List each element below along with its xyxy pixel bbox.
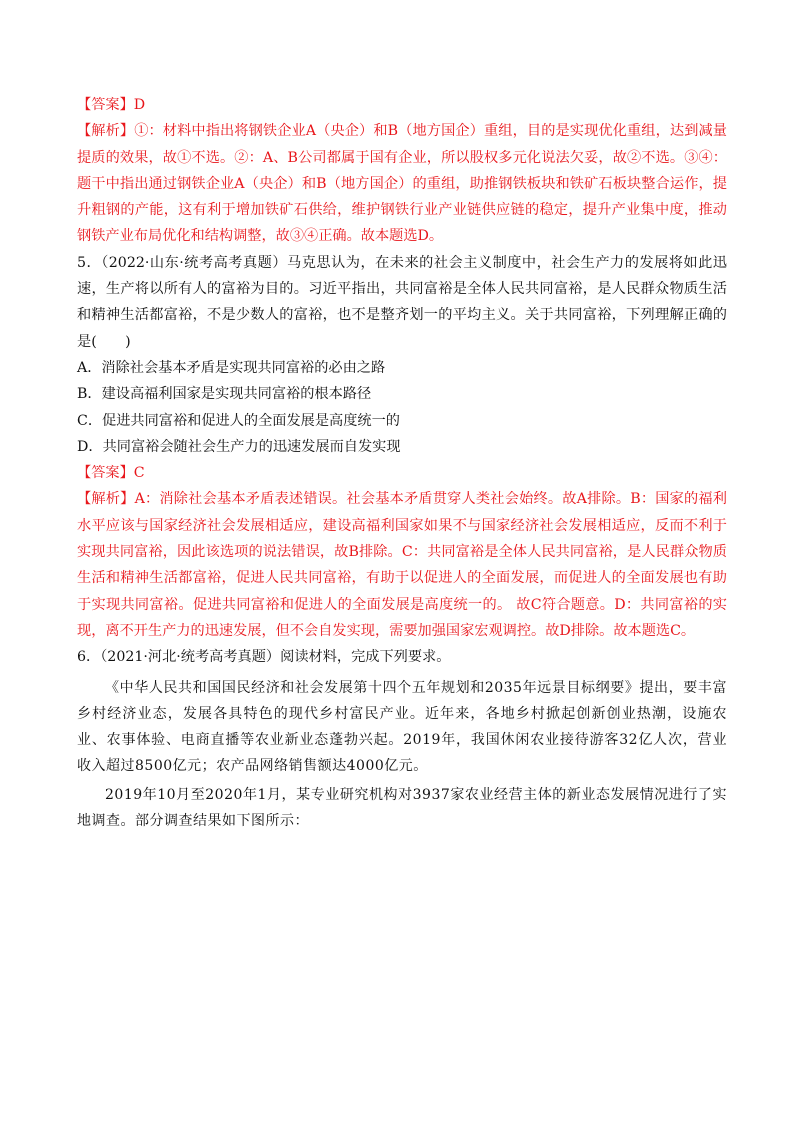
question-text: 阅读材料，完成下列要求。 bbox=[280, 649, 451, 666]
analysis-label: 【解析】 bbox=[77, 491, 135, 508]
material-paragraph-2: 2019年10月至2020年1月，某专业研究机构对3937家农业经营主体的新业态发展情况进行了实地调查。部分调查结果如下图所示： bbox=[77, 786, 727, 829]
analysis-text: ①：材料中指出将钢铁企业A（央企）和B（地方国企）重组，目的是实现优化重组，达到减量提质的效果，故①不选。②：A、B公司都属于国有企业，所以股权多元化说法欠妥，故②不选。③④：题干中指出通过钢铁企业A（央企）和B（地方国企）的重组，助推钢铁板块和铁矿石板块整合运作，提升粗钢的产能，这有利于增加铁矿石供给，维护钢铁行业产业链供应链的稳定，提升产业集中度，推动钢铁产业布局优化和结构调整，故③④正确。故本题选D。 bbox=[77, 123, 727, 245]
answer-label: 【答案】 bbox=[77, 97, 134, 113]
option-a: A．消除社会基本矛盾是实现共同富裕的必由之路 bbox=[77, 359, 386, 376]
option-b: B．建设高福利国家是实现共同富裕的根本路径 bbox=[77, 386, 372, 403]
question-source: （2022·山东·统考高考真题） bbox=[101, 254, 288, 271]
option-c: C．促进共同富裕和促进人的全面发展是高度统一的 bbox=[77, 412, 400, 429]
option-d: D．共同富裕会随社会生产力的迅速发展而自发实现 bbox=[77, 438, 401, 455]
material-paragraph-1: 《中华人民共和国国民经济和社会发展第十四个五年规划和2035年远景目标纲要》提出，要丰富乡村经济业态，发展各具特色的现代乡村富民产业。近年来，各地乡村掀起创新创业热潮，设施农业、农事体验、电商直播等农业新业态蓬勃兴起。2019年，我国休闲农业接待游客32亿人次，营业收入超过8500亿元；农产品网络销售额达4000亿元。 bbox=[77, 679, 727, 774]
question-number: 5． bbox=[77, 254, 102, 271]
answer-label: 【答案】 bbox=[77, 465, 134, 482]
analysis-label: 【解析】 bbox=[77, 123, 135, 140]
page-content bbox=[77, 92, 727, 834]
answer-value: D bbox=[133, 97, 146, 113]
answer-line bbox=[77, 92, 727, 118]
question-text: 马克思认为，在未来的社会主义制度中，社会生产力的发展将如此迅速，生产将以所有人的富裕为目的。习近平指出，共同富裕是全体人民共同富裕，是人民群众物质生活和精神生活都富裕，不是少数人的富裕，也不是整齐划一的平均主义。关于共同富裕，下列理解正确的是( ) bbox=[77, 254, 727, 350]
analysis-paragraph bbox=[77, 486, 727, 644]
analysis-text: A：消除社会基本矛盾表述错误。社会基本矛盾贯穿人类社会始终。故A排除。B：国家的福利水平应该与国家经济社会发展相适应，建设高福利国家如果不与国家经济社会发展相适应，反而不利于实现共同富裕，因此该选项的说法错误，故B排除。C：共同富裕是全体人民共同富裕，是人民群众物质生活和精神生活都富裕，促进人民共同富裕，有助于以促进人的全面发展，而促进人的全面发展也有助于实现共同富裕。促进共同富裕和促进人的全面发展是高度统一的。 故C符合题意。D：共同富裕的实现，离不开生产力的迅速发展，但不会自发实现，需要加强国家宏观调控。故D排除。故本题选C。 bbox=[77, 491, 727, 639]
analysis-paragraph bbox=[77, 118, 727, 249]
question-number: 6． bbox=[77, 649, 101, 666]
question-stem bbox=[77, 644, 727, 670]
question-source: （2021·河北·统考高考真题） bbox=[100, 649, 281, 666]
question-stem bbox=[77, 250, 727, 355]
answer-line bbox=[77, 460, 727, 486]
answer-value: C bbox=[133, 465, 145, 482]
